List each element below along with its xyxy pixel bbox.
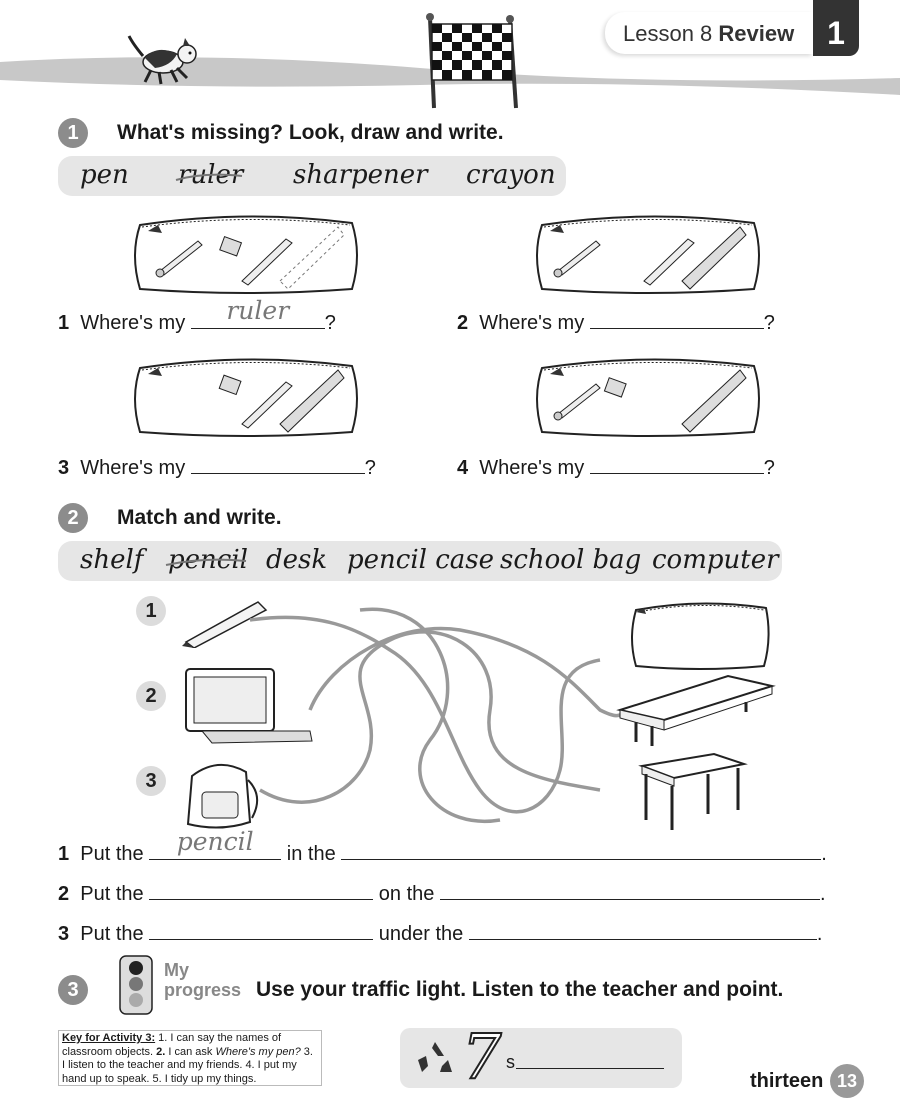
sentence-2-blank-b[interactable] xyxy=(440,877,820,900)
question-1: 1 Where's my ruler ? xyxy=(58,296,336,334)
pencil-case-picture-1 xyxy=(130,205,362,297)
question-3: 3 Where's my ? xyxy=(58,451,376,480)
my-label: My xyxy=(164,960,190,980)
maze-lines xyxy=(240,590,640,840)
word-bank-item-crossed: pencil xyxy=(168,545,248,575)
exercise-1-badge: 1 xyxy=(58,118,88,148)
progress-label: progress xyxy=(164,980,242,1000)
word-bank-item: computer xyxy=(652,545,779,575)
sentence-1-blank-b[interactable] xyxy=(341,837,821,860)
word-bank-item: pencil case xyxy=(347,545,495,575)
score-box xyxy=(400,1020,682,1093)
word-bank-1 xyxy=(58,156,566,196)
word-bank-item: desk xyxy=(266,545,328,575)
sentence-2-blank-a[interactable] xyxy=(149,877,373,900)
strike-mark xyxy=(174,166,244,186)
pencil-case-picture-4 xyxy=(532,348,764,440)
sentence-2: 2 Put the on the . xyxy=(58,877,826,906)
sentence-1: 1 Put the pencil in the . xyxy=(58,827,827,865)
shelf-picture xyxy=(616,672,776,748)
word-bank-2 xyxy=(58,541,782,581)
recycle-icon xyxy=(414,1038,456,1078)
match-number-1: 1 xyxy=(136,596,166,626)
sentence-1-blank-a[interactable]: pencil xyxy=(149,837,281,860)
word-bank-item: pen xyxy=(80,160,129,190)
strike-mark xyxy=(164,551,248,571)
checkered-flag-icon xyxy=(412,10,532,110)
pencil-case-picture-3 xyxy=(130,348,362,440)
lesson-tab xyxy=(605,12,813,54)
exercise-3-badge: 3 xyxy=(58,975,88,1005)
unit-tab: 1 xyxy=(813,0,859,56)
word-bank-item: school bag xyxy=(500,545,642,575)
answer-blank-1[interactable]: ruler xyxy=(191,306,325,329)
score-line[interactable] xyxy=(516,1068,664,1069)
answer-blank-4[interactable] xyxy=(590,451,764,474)
pencil-case-picture-5 xyxy=(628,598,772,672)
page-word: thirteen xyxy=(750,1070,824,1092)
exercise-2-badge: 2 xyxy=(58,503,88,533)
word-bank-item: shelf xyxy=(80,545,144,575)
desk-picture xyxy=(638,750,748,832)
answer-blank-2[interactable] xyxy=(590,306,764,329)
sentence-3-blank-a[interactable] xyxy=(149,917,373,940)
match-number-3: 3 xyxy=(136,766,166,796)
pencil-case-picture-2 xyxy=(532,205,764,297)
exercise-3-title: Use your traffic light. Listen to the teacher and point. xyxy=(256,978,784,1001)
score-digit: 7 xyxy=(462,1020,502,1093)
dog-icon xyxy=(125,30,205,90)
question-4: 4 Where's my ? xyxy=(457,451,775,480)
word-bank-item: crayon xyxy=(466,160,556,190)
sentence-3: 3 Put the under the . xyxy=(58,917,822,946)
question-2: 2 Where's my ? xyxy=(457,306,775,335)
key-box: Key for Activity 3: 1. I can say the names of classroom objects. 2. I can ask Where's my pen? 3. I listen to the teacher and my friends. 4. I put my hand up to speak. 5. I tidy up my things. xyxy=(58,1030,322,1086)
lesson-label: Lesson 8 xyxy=(623,21,713,46)
exercise-2-title: Match and write. xyxy=(117,506,282,529)
exercise-1-title: What's missing? Look, draw and write. xyxy=(117,121,504,144)
review-label: Review xyxy=(718,21,795,46)
answer-blank-3[interactable] xyxy=(191,451,365,474)
match-number-2: 2 xyxy=(136,681,166,711)
sentence-3-blank-b[interactable] xyxy=(469,917,817,940)
page-number-badge: 13 xyxy=(830,1064,864,1098)
word-bank-item: sharpener xyxy=(293,160,428,190)
score-letter: s xyxy=(506,1052,515,1072)
traffic-light-icon xyxy=(114,954,158,1018)
word-bank-item-crossed: ruler xyxy=(178,160,244,190)
